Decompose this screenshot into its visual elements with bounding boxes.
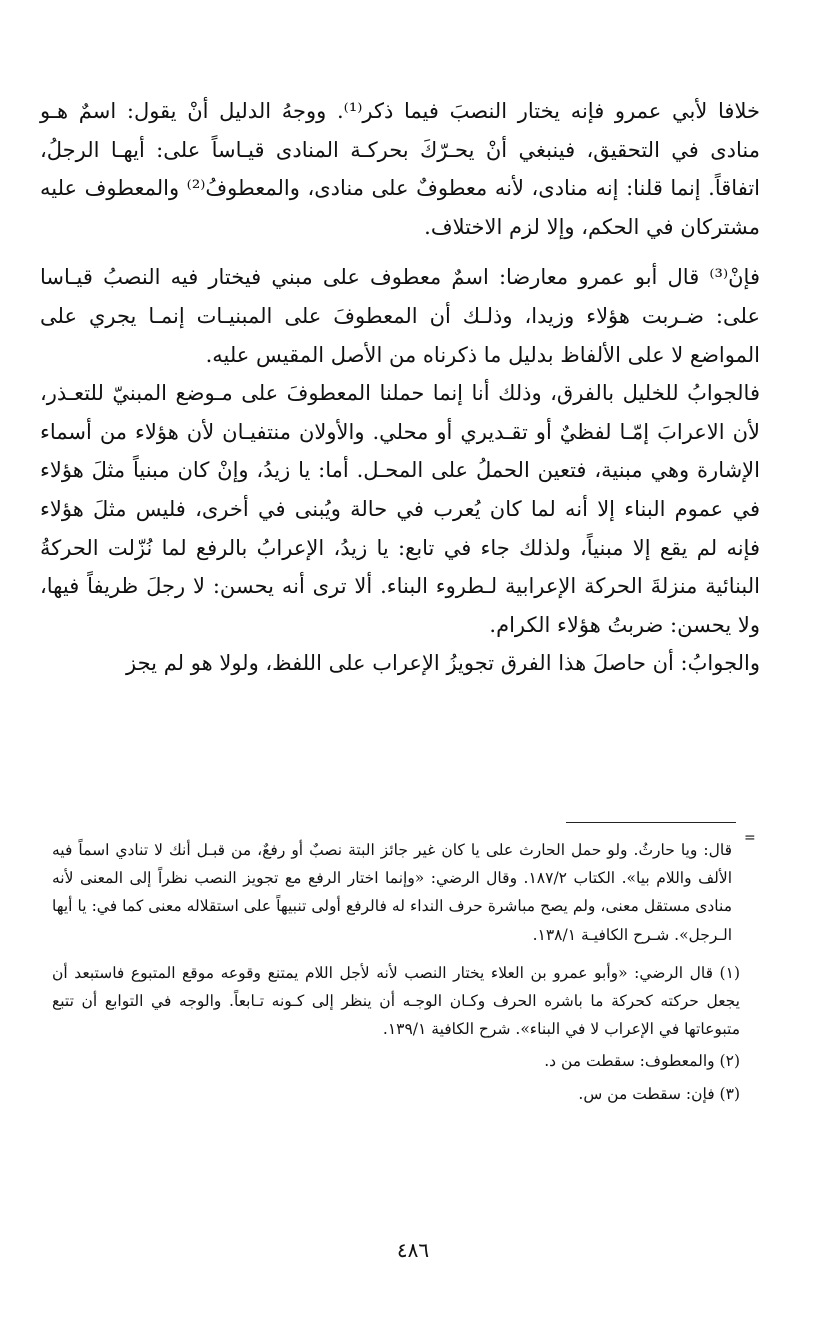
- continuation-marker: =: [744, 830, 756, 846]
- paragraph-2: فإنْ⁽³⁾ قال أبو عمرو معارضا: اسمٌ معطوف على مبني فيختار فيه النصبُ قيـاسا على: ضـربت هؤلاء وزيدا، وذلـك أن المعطوفَ على المبنيـات إنمـا يجري على المواضع لا على الألفاظ بدليل ما ذكرناه من الأصل المقيس عليه.: [40, 265, 760, 367]
- page-number: ٤٨٦: [396, 1238, 430, 1262]
- paragraph-4: والجوابُ: أن حاصلَ هذا الفرق تجويزُ الإعراب على اللفظ، ولولا هو لم يجز: [126, 651, 760, 676]
- paragraph-1: خلافا لأبي عمرو فإنه يختار النصبَ فيما ذكر⁽¹⁾. ووجهُ الدليل أنْ يقول: اسمٌ هـو منادى في التحقيق، فينبغي أنْ يحـرّكَ بحركـة المنادى قيـاساً على: أيهـا الرجلُ، اتفاقاً. إنما قلنا: إنه منادى، لأنه معطوفٌ على منادى، والمعطوفُ⁽²⁾ والمعطوف عليه مشتركان في الحكم، وإلا لزم الاختلاف.: [40, 99, 760, 239]
- footnote-separator: [566, 822, 736, 823]
- main-text: [40, 92, 760, 683]
- footnotes: [52, 836, 740, 1108]
- footnote-2: (٢) والمعطوف: سقطت من د.: [544, 1052, 740, 1071]
- footnote-3: (٣) فإن: سقطت من س.: [578, 1084, 740, 1103]
- footnote-1: (١) قال الرضي: «وأبو عمرو بن العلاء يختار النصب لأنه لأجل اللام يمتنع وقوعه موقع المتبوع فاستبعد أن يجعل حركته كحركة ما باشره الحرف وكـان الوجـه أن ينظر إلى كـونه تـابعاً. والوجه في التوابع أن تتبع متبوعاتها في الإعراب لا في البناء». شرح الكافية ١٣٩/١.: [52, 963, 740, 1039]
- footnote-continuation: قال: ويا حارثُ. ولو حمل الحارث على يا كان غير جائز البتة نصبٌ أو رفعٌ، من قبـل أنك لا تنادي اسماً فيه الألف واللام بيا». الكتاب ١٨٧/٢. وقال الرضي: «وإنما اختار الرفع مع تجويز النصب نظراً إلى المعنى لأنه منادى مستقل معنى، ولم يصح مباشرة حرف النداء له فالرفع أولى تنبيهاً على استقلاله معنى كما في: يا أيها الـرجل». شـرح الكافيـة ١٣٨/١.: [52, 841, 733, 944]
- paragraph-3: فالجوابُ للخليل بالفرق، وذلك أنا إنما حملنا المعطوفَ على مـوضع المبنيّ للتعـذر، لأن الاعرابَ إمّـا لفظيٌ أو تقـديري أو محلي. والأولان منتفيـان لأن هؤلاء من أسماء الإشارة وهي مبنية، فتعين الحملُ على المحـل. أما: يا زيدُ، وإنْ كان مبنياً مثلَ هؤلاء في عموم البناء إلا أنه لما كان يُعرب في حالة ويُبنى في أخرى، فليس مثلَ هؤلاء فإنه لم يقع إلا مبنياً، ولذلك جاء في تابع: يا زيدُ، الإعرابُ بالرفع لما نُزّلت الحركةُ البنائية منزلةَ الحركة الإعرابية لـطروء البناء. ألا ترى أنه يحسن: لا رجلَ ظريفاً فيها، ولا يحسن: ضربتُ هؤلاء الكرام.: [40, 381, 760, 637]
